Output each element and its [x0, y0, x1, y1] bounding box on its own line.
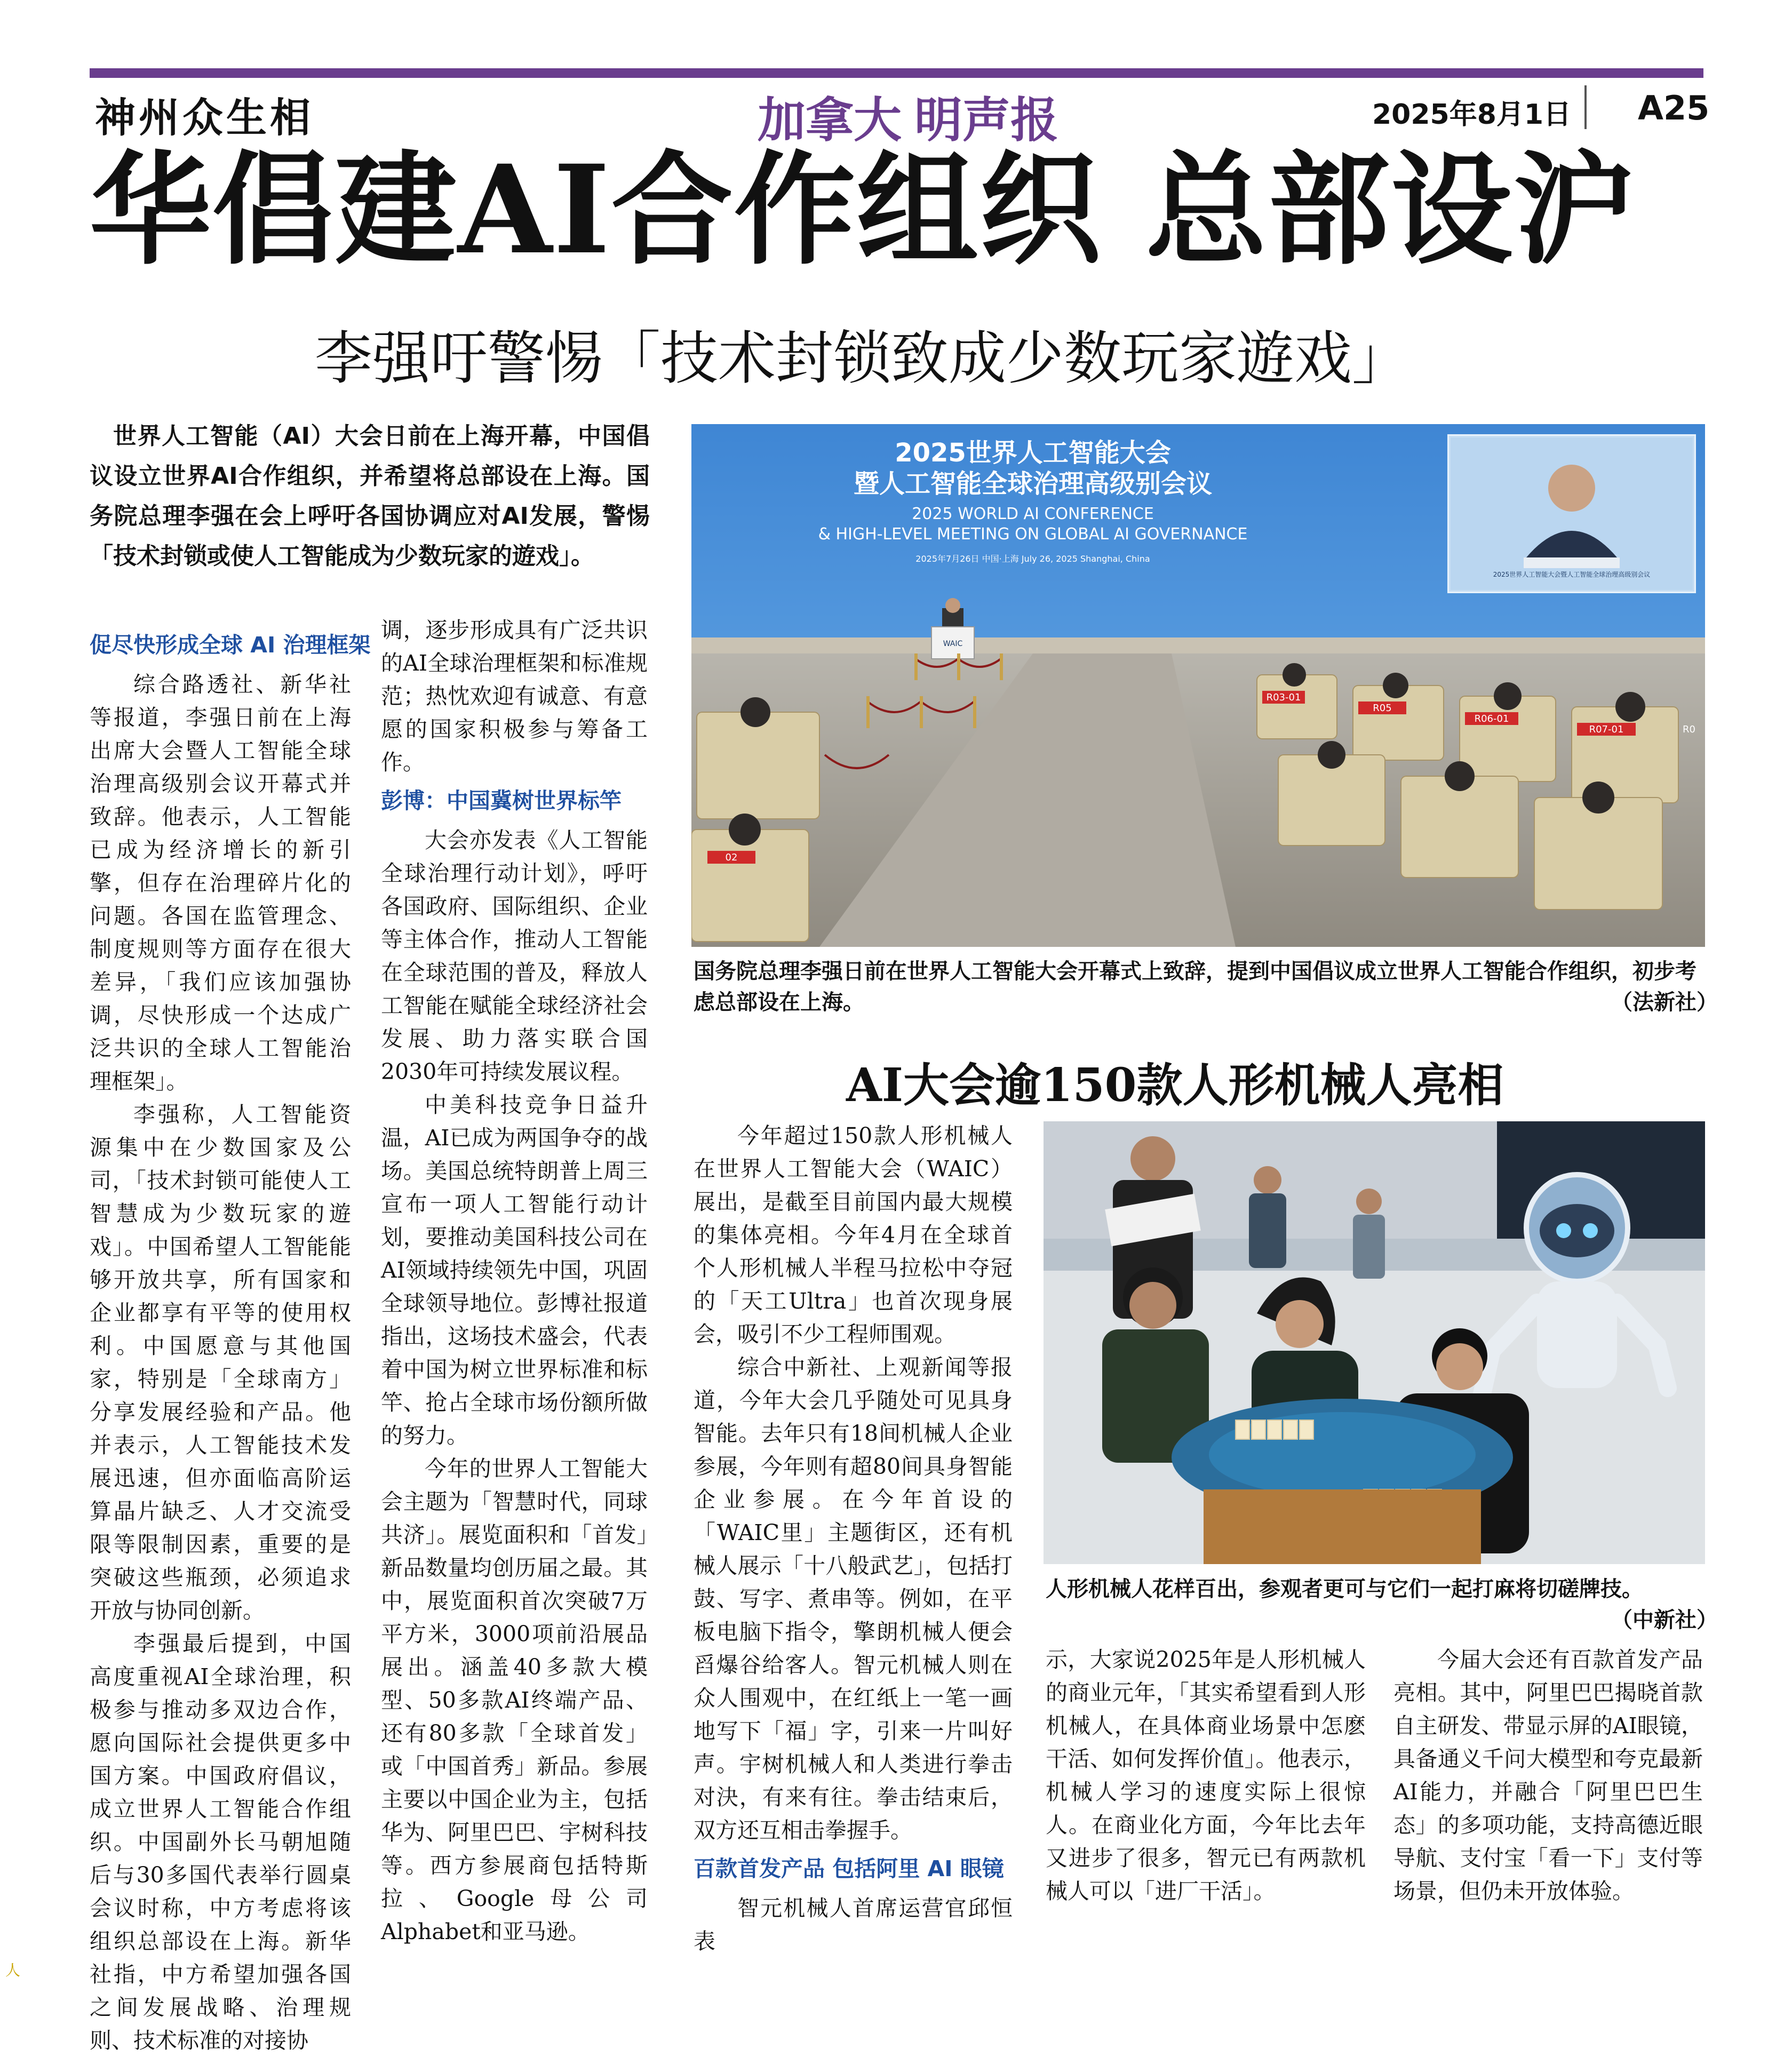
masthead-paper: 明声报 [914, 92, 1058, 148]
paragraph: 中美科技竞争日益升温，AI已成为两国争夺的战场。美国总统特朗普上周三宣布一项人工智能行动计划，要推动美国科技公司在AI领域持续领先中国，巩固全球领导地位。彭博社报道指出，这场技术盛会，代表着中国为树立世界标准和标竿、抢占全球市场份额所做的努力。 [381, 1092, 648, 1448]
robot-mahjong-illustration [1044, 1121, 1705, 1564]
issue-date: 2025年8月1日 [1372, 99, 1572, 131]
subheadline: 李强吁警惕「技术封锁致成少数玩家遊戏」 [315, 325, 1410, 392]
paragraph: 今年超过150款人形机械人在世界人工智能大会（WAIC）展出，是截至目前国内最大规模的集体亮相。今年4月在全球首个人形机械人半程马拉松中夺冠的「天工Ultra」也首次现身展会，吸引不少工程师围观。 [694, 1123, 1013, 1347]
page-number: A25 [1638, 89, 1710, 127]
seat-label: R05 [1373, 703, 1392, 714]
podium-label: WAIC [943, 640, 963, 648]
screen-title-1: 2025世界人工智能大会 [895, 438, 1171, 468]
masthead-region: 加拿大 [758, 92, 902, 148]
header-rule [90, 68, 1703, 78]
section-subhead-3: 百款首发产品 包括阿里 AI 眼镜 [694, 1856, 1004, 1881]
photo1-caption: 国务院总理李强日前在世界人工智能大会开幕式上致辞，提到中国倡议成立世界人工智能合作组织，初步考虑总部设在上海。 [694, 959, 1697, 1015]
screen-title-2: 暨人工智能全球治理高级别会议 [853, 469, 1213, 499]
screen-en-2: & HIGH-LEVEL MEETING ON GLOBAL AI GOVERNANCE [818, 525, 1248, 544]
photo2-caption: 人形机械人花样百出，参观者更可与它们一起打麻将切磋牌技。 [1046, 1577, 1643, 1601]
header-divider [1584, 85, 1587, 129]
paragraph: 综合路透社、新华社等报道，李强日前在上海出席大会暨人工智能全球治理高级别会议开幕式并致辞。他表示，人工智能已成为经济增长的新引擎，但存在治理碎片化的问题。各国在监管理念、制度规则等方面存在很大差异，「我们应该加强协调，尽快形成一个达成广泛共识的全球人工智能治理框架」。 [90, 672, 351, 1094]
article-column-3 [694, 1119, 1013, 1958]
seat-label: R0 [1683, 724, 1695, 735]
conference-photo [691, 424, 1705, 947]
corner-mark: 人 [5, 1962, 21, 1979]
seat-label: R06-01 [1474, 713, 1509, 724]
article-column-2 [381, 613, 648, 1948]
robot-mahjong-photo [1044, 1121, 1705, 1564]
paragraph: 智元机械人首席运营官邱恒表 [694, 1895, 1013, 1954]
seat-label: R07-01 [1589, 724, 1624, 735]
paragraph: 调，逐步形成具有广泛共识的AI全球治理框架和标准规范；热忱欢迎有诚意、有意愿的国家积极参与筹备工作。 [381, 617, 648, 775]
lead-text: 世界人工智能（AI）大会日前在上海开幕，中国倡议设立世界AI合作组织，并希望将总部设在上海。国务院总理李强在会上呼吁各国协调应对AI发展，警惕「技术封锁或使人工智能成为少数玩家的遊戏」。 [90, 422, 650, 570]
article-column-5 [1393, 1643, 1703, 1908]
svg-text:2025世界人工智能大会暨人工智能全球治理高级别会议: 2025世界人工智能大会暨人工智能全球治理高级别会议 [1493, 571, 1651, 578]
paragraph: 综合中新社、上观新闻等报道，今年大会几乎随处可见具身智能。去年只有18间机械人企业参展，今年则有超80间具身智能企业参展。在今年首设的「WAIC里」主题街区，还有机械人展示「十八般武艺」，包括打鼓、写字、煮串等。例如，在平板电脑下指令，擎朗机械人便会舀爆谷给客人。智元机械人则在众人围观中，在红纸上一笔一画地写下「福」字，引来一片叫好声。宇树机械人和人类进行拳击对決，有来有往。拳击结束后，双方还互相击拳握手。 [694, 1354, 1013, 1843]
paragraph: 李强最后提到，中国高度重视AI全球治理，积极参与推动多双边合作，愿向国际社会提供更多中国方案。中国政府倡议，成立世界人工智能合作组织。中国副外长马朝旭随后与30多国代表举行圆桌会议时称，中方考虑将该组织总部设在上海。新华社指，中方希望加强各国之间发展战略、治理规则、技术标准的对接协 [90, 1631, 351, 2053]
photo1-source: （法新社） [1611, 990, 1718, 1015]
conference-photo-illustration [691, 424, 1705, 947]
seat-label: 02 [725, 852, 738, 863]
headline: 华倡建AI合作组织 总部设沪 [90, 138, 1636, 281]
paragraph: 今年的世界人工智能大会主题为「智慧时代，同球共济」。展览面积和「首发」新品数量均创历届之最。其中，展览面积首次突破7万平方米，3000项前沿展品展出。涵盖40多款大模型、50多款AI终端产品、还有80多款「全球首发」或「中国首秀」新品。参展主要以中国企业为主，包括华为、阿里巴巴、宇树科技等。西方参展商包括特斯拉、Google母公司Alphabet和亚马逊。 [381, 1456, 648, 1944]
section-subhead-2: 彭博：中国冀树世界标竿 [381, 788, 622, 814]
photo2-source: （中新社） [1611, 1608, 1718, 1632]
story2-title: AI大会逾150款人形机械人亮相 [846, 1058, 1504, 1112]
lead-paragraph [90, 416, 650, 576]
paragraph: 示，大家说2025年是人形机械人的商业元年，「其实希望看到人形机械人，在具体商业场景中怎麽干活、如何发挥价值」。他表示，机械人学习的速度实际上很惊人。在商业化方面，今年比去年又进步了很多，智元已有两款机械人可以「进厂干活」。 [1046, 1647, 1366, 1904]
paragraph: 今届大会还有百款首发产品亮相。其中，阿里巴巴揭晓首款自主研发、带显示屏的AI眼镜，具备通义千问大模型和夸克最新AI能力，并融合「阿里巴巴生态」的多项功能，支持高德近眼导航、支付宝「看一下」支付等场景，但仍未开放体验。 [1393, 1647, 1703, 1904]
article-column-1 [90, 628, 371, 2057]
paragraph: 李强称，人工智能资源集中在少数国家及公司，「技术封锁可能使人工智慧成为少数玩家的遊戏」。中国希望人工智能能够开放共享，所有国家和企业都享有平等的使用权利。中国愿意与其他国家，特别是「全球南方」分享发展经验和产品。他并表示，人工智能技术发展迅速，但亦面临高阶运算晶片缺乏、人才交流受限等限制因素，重要的是突破这些瓶颈，必须追求开放与协同创新。 [90, 1102, 351, 1623]
screen-en-1: 2025 WORLD AI CONFERENCE [912, 505, 1154, 523]
paragraph: 大会亦发表《人工智能全球治理行动计划》，呼吁各国政府、国际组织、企业等主体合作，推动人工智能在全球范围的普及，释放人工智能在赋能全球经济社会发展、助力落实联合国2030年可持续发展议程。 [381, 827, 648, 1085]
screen-date: 2025年7月26日 中国·上海 July 26, 2025 Shanghai, China [915, 554, 1150, 564]
article-column-4 [1046, 1643, 1366, 1908]
section-name: 神州众生相 [95, 94, 314, 141]
section-subhead-1: 促尽快形成全球 AI 治理框架 [90, 632, 371, 658]
seat-label: R03-01 [1266, 692, 1301, 703]
